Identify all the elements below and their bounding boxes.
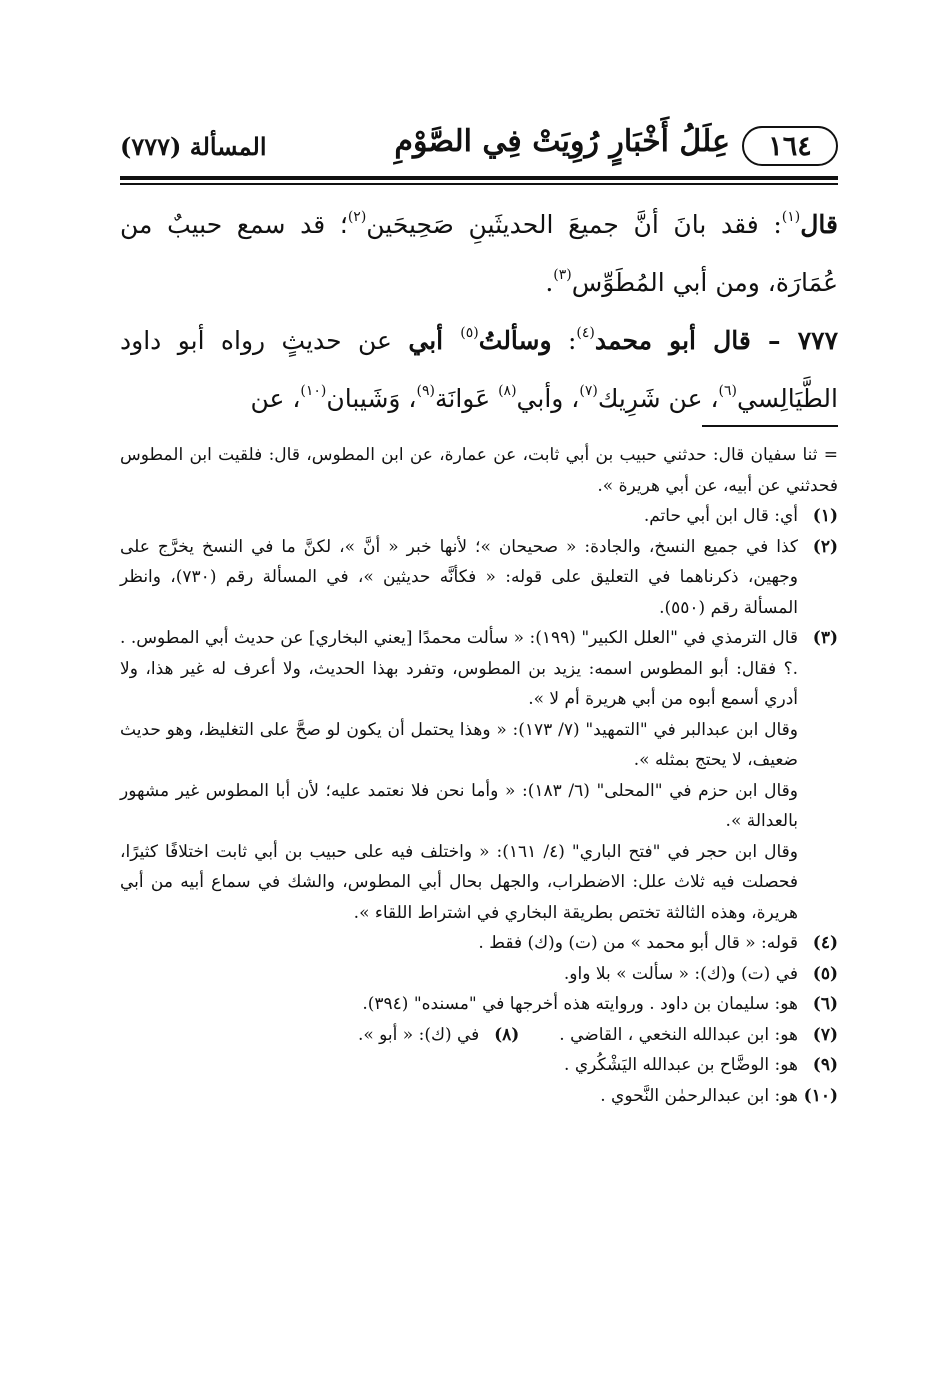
footnote-2-text: كذا في جميع النسخ، والجادة: « صحيحان »؛ لأنها خبر « أنَّ »، لكنَّ ما في النسخ يخرَّج على وجهين، ذكرناهما في التعليق على قوله: « فكأنَّه حديثين »، في المسألة رقم (٧٣٠)، وانظر المسألة رقم (٥٥٠). (120, 536, 798, 618)
footnote-5-text: في (ت) و(ك): « سألت » بلا واو. (563, 963, 798, 984)
footnote-ref-7[interactable]: (٧) (579, 383, 598, 399)
footnote-9 (120, 1050, 838, 1081)
footnote-ref-4[interactable]: (٤) (576, 325, 595, 341)
footnote-8 (358, 1020, 519, 1051)
header-rule-thin (120, 183, 838, 185)
footnote-ref-3[interactable]: (٣) (553, 267, 572, 283)
footnote-2 (120, 532, 838, 624)
footnote-ref-8[interactable]: (٨) (498, 383, 517, 399)
page-header (120, 118, 838, 172)
footnote-7-mark: (٧) (812, 1024, 838, 1045)
paragraph-1-text-b: ؛ قد سمع حبيبٌ من عُمَارَة، ومن أبي المُطَوِّس (120, 210, 838, 297)
footnote-ref-9[interactable]: (٩) (416, 383, 435, 399)
footnote-3-mark: (٣) (812, 628, 838, 648)
footnote-1-text: أي: قال ابن أبي حاتم. (643, 506, 798, 526)
paragraph-1-text-a: : فقد بانَ أنَّ جميعَ الحديثَينِ صَحِيحَين (366, 210, 782, 239)
footnote-separator (702, 425, 838, 427)
footnote-continuation (120, 440, 838, 501)
page-number (742, 126, 838, 166)
footnote-4-mark: (٤) (812, 933, 838, 953)
footnote-4-text: قوله: « قال أبو محمد » من (ت) و(ك) فقط . (478, 933, 798, 953)
paragraph-2-text-e: ، وَشَيبان (326, 384, 417, 413)
issue-label: المسألة (٧٧٧) (120, 132, 267, 161)
footnote-3-para-4: وقال ابن حجر في "فتح الباري" (٤/ ١٦١): « واختلف فيه على حبيب بن أبي ثابت اختلافًا كثيرًا، فحصلت فيه ثلاث علل: الاضطراب، والجهل بحال أبي المطوس، والشك في سماع أبيه من أبي هريرة، وهذه الثالثة تختص بطريقة البخاري في اشتراط اللقاء ». (120, 841, 798, 923)
footnote-continuation-text: = ثنا سفيان قال: حدثني حبيب بن أبي ثابت، عن عمارة، عن ابن المطوس، قال: فلقيت ابن المطوس فحدثني عن أبيه، عن أبي هريرة ». (120, 445, 838, 496)
footnote-6-mark: (٦) (812, 994, 838, 1014)
footnote-10-text: هو: ابن عبدالرحمٰن النَّحوي . (600, 1085, 798, 1106)
footnote-10 (120, 1081, 838, 1112)
footnote-ref-10[interactable]: (١٠) (300, 383, 327, 399)
footnote-ref-5[interactable]: (٥) (460, 325, 479, 341)
footnotes (120, 440, 838, 1111)
paragraph-1 (120, 196, 838, 312)
footnote-6 (120, 989, 838, 1020)
paragraph-1-head: قال (800, 210, 838, 239)
footnote-5 (120, 959, 838, 990)
footnote-ref-1[interactable]: (١) (781, 209, 801, 225)
footnote-row-7-8 (120, 1020, 838, 1051)
footnote-10-mark: (١٠) (803, 1085, 838, 1106)
paragraph-2-text-f: ، عن (250, 384, 301, 413)
footnote-ref-2[interactable]: (٢) (347, 209, 367, 225)
footnote-2-mark: (٢) (812, 536, 838, 557)
header-rule-thick (120, 176, 838, 180)
footnote-3 (120, 623, 838, 928)
footnote-1-mark: (١) (812, 506, 838, 526)
paragraph-1-text-c: . (545, 268, 554, 297)
footnote-9-mark: (٩) (812, 1055, 838, 1075)
footnote-3-para-2: وقال ابن عبدالبر في "التمهيد" (٧/ ١٧٣): « وهذا يحتمل أن يكون لو صحَّ على التغليظ، وهو حديث ضعيف، لا يحتج بمثله ». (120, 719, 798, 770)
footnote-8-mark: (٨) (494, 1024, 520, 1045)
paragraph-2-text-c: ، وأبي (516, 384, 580, 413)
paragraph-2-text-b: ، عن شَرِيك (597, 384, 719, 413)
paragraph-2-sep: : (551, 326, 577, 355)
footnote-5-mark: (٥) (812, 963, 838, 984)
paragraph-2-lead-2: وسألتُ (478, 326, 552, 355)
footnote-8-text: في (ك): « أبو ». (357, 1024, 480, 1045)
paragraph-2-lead-3: أبي (408, 326, 461, 355)
paragraph-2-text-d: عَوانَة (434, 384, 499, 413)
paragraph-2-text-a: عن حديثٍ رواه أبو داود الطَّيَالِسي (120, 326, 838, 413)
footnote-3-para-1: قال الترمذي في "العلل الكبير" (١٩٩): « سألت محمدًا [يعني البخاري] عن حديث أبي المطوس. . .؟ فقال: أبو المطوس اسمه: يزيد بن المطوس، وتفرد بهذا الحديث، ولا أعرف له غير هذا، ولا أدري أسمع أبوه من أبي هريرة أم لا ». (120, 628, 799, 709)
paragraph-2 (120, 312, 838, 428)
page-number-text: ١٦٤ (768, 130, 812, 162)
footnote-3-para-3: وقال ابن حزم في "المحلى" (٦/ ١٨٣): « وأما نحن فلا نعتمد عليه؛ لأن أبا المطوس غير مشهور بالعدالة ». (120, 780, 798, 831)
footnote-6-text: هو: سليمان بن داود . وروايته هذه أخرجها في "مسنده" (٣٩٤). (362, 994, 798, 1014)
running-title: عِلَلُ أَخْبَارٍ رُوِيَتْ فِي الصَّوْمِ (394, 124, 730, 159)
footnote-9-text: هو: الوضَّاح بن عبدالله اليَشْكُري . (564, 1055, 798, 1075)
footnote-3-body (120, 623, 798, 928)
main-text (120, 196, 838, 428)
footnote-7-text: هو: ابن عبدالله النخعي ، القاضي . (559, 1024, 798, 1045)
footnote-4 (120, 928, 838, 959)
footnote-ref-6[interactable]: (٦) (718, 383, 737, 399)
issue-number-lead: ٧٧٧ – قال أبو محمد (594, 326, 839, 355)
footnote-1 (120, 501, 838, 532)
footnote-7 (559, 1020, 838, 1051)
